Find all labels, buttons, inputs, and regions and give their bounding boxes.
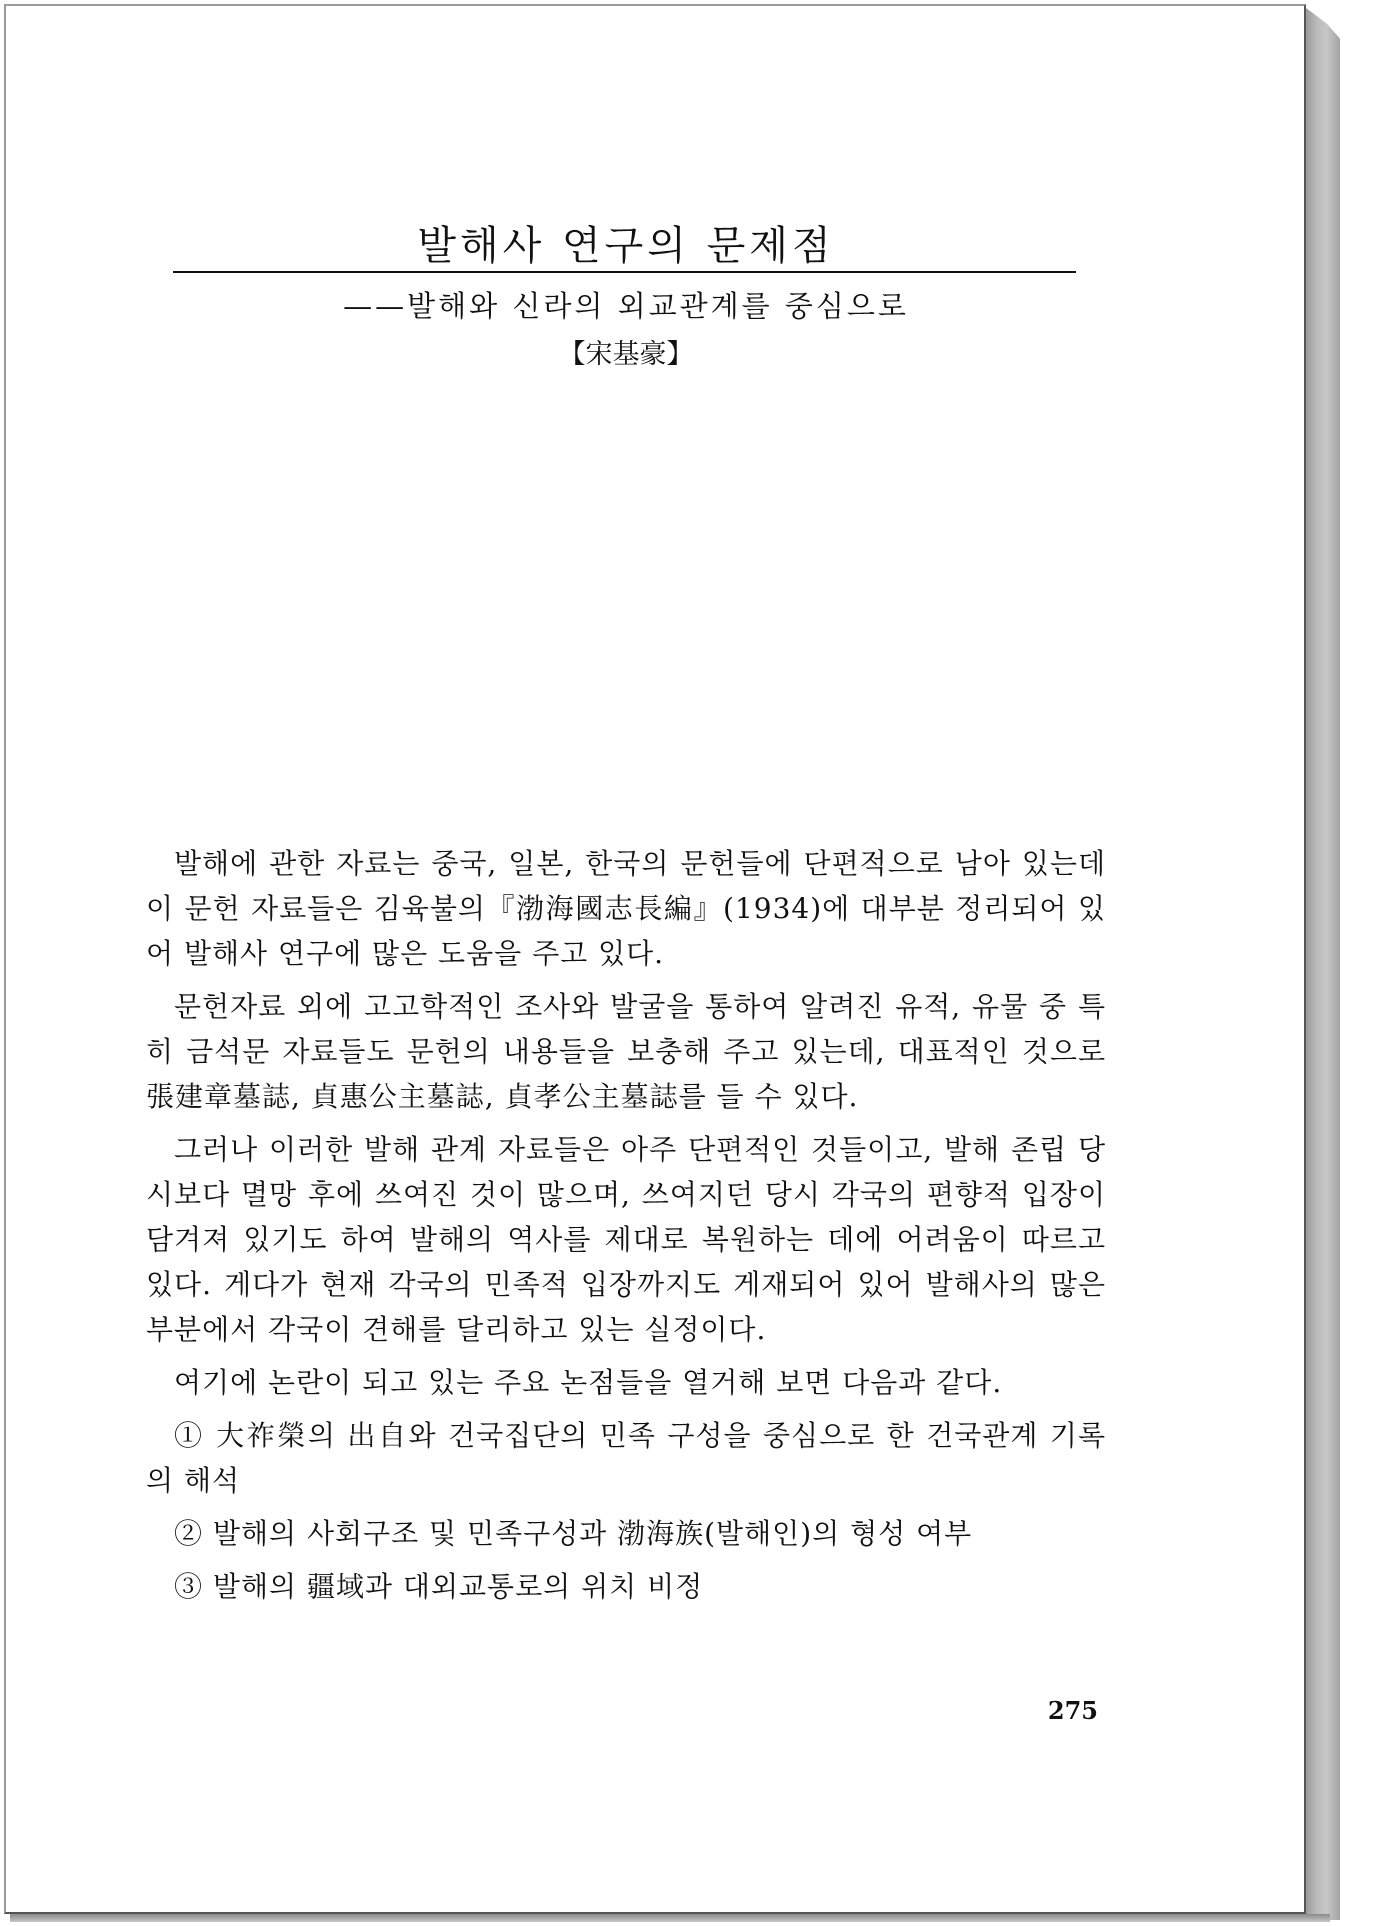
paragraph: 문헌자료 외에 고고학적인 조사와 발굴을 통하여 알려진 유적, 유물 중 특히 금석문 자료들도 문헌의 내용들을 보충해 주고 있는데, 대표적인 것으로 張建章墓誌, 貞惠公主墓誌, 貞孝公主墓誌를 들 수 있다.: [146, 990, 1106, 1113]
article-title: 발해사 연구의 문제점: [417, 223, 835, 269]
list-item: ② 발해의 사회구조 및 민족구성과 渤海族(발해인)의 형성 여부: [174, 1517, 973, 1550]
article-body: [146, 841, 1106, 1617]
list-item: ③ 발해의 疆域과 대외교통로의 위치 비정: [174, 1570, 704, 1603]
article-author: 【宋基豪】: [558, 339, 694, 370]
page-edge-shadow: [1306, 8, 1340, 1920]
list-item: ① 大祚榮의 出自와 건국집단의 민족 구성을 중심으로 한 건국관계 기록의 해석: [146, 1419, 1106, 1497]
paragraph: 여기에 논란이 되고 있는 주요 논점들을 열거해 보면 다음과 같다.: [174, 1366, 1003, 1399]
document-page: [4, 4, 1306, 1914]
article-subtitle: ——발해와 신라의 외교관계를 중심으로: [343, 289, 909, 323]
paragraph: 발해에 관한 자료는 중국, 일본, 한국의 문헌들에 단편적으로 남아 있는데 이 문헌 자료들은 김육불의『渤海國志長編』(1934)에 대부분 정리되어 있어 발해사 연구에 많은 도움을 주고 있다.: [146, 847, 1106, 970]
title-underline: [173, 271, 1076, 273]
page-number: 275: [1047, 1696, 1098, 1725]
paragraph: 그러나 이러한 발해 관계 자료들은 아주 단편적인 것들이고, 발해 존립 당시보다 멸망 후에 쓰여진 것이 많으며, 쓰여지던 당시 각국의 편향적 입장이 담겨져 있기도 하여 발해의 역사를 제대로 복원하는 데에 어려움이 따르고 있다. 게다가 현재 각국의 민족적 입장까지도 게재되어 있어 발해사의 많은 부분에서 각국이 견해를 달리하고 있는 실정이다.: [146, 1133, 1107, 1346]
page-bottom-shadow: [10, 1914, 1330, 1922]
